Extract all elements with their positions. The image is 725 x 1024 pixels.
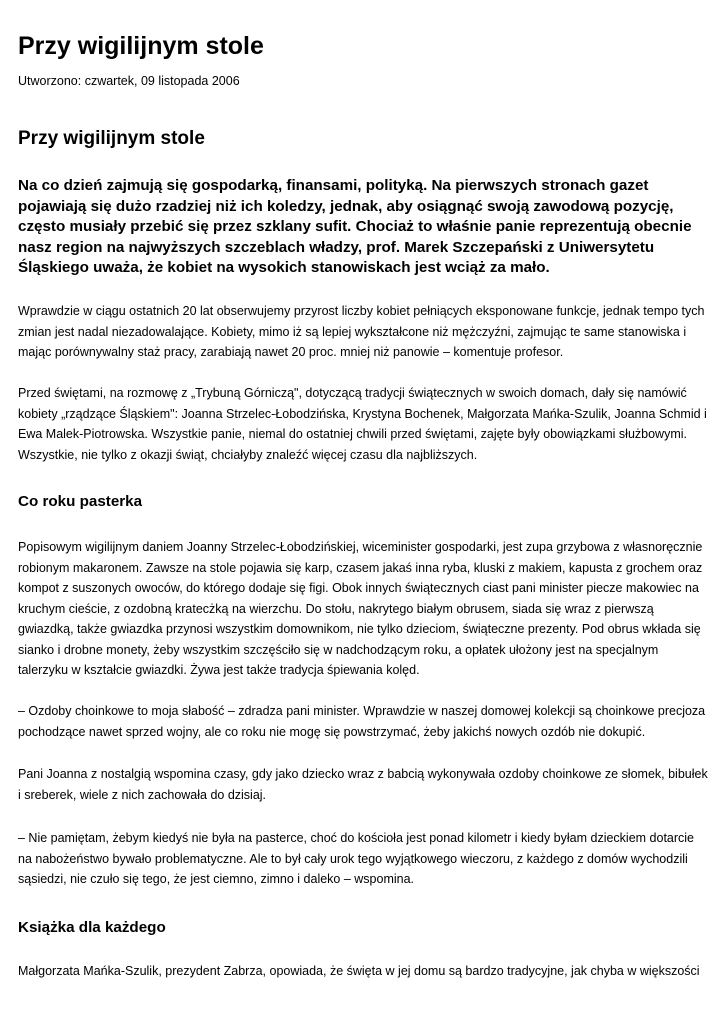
article-title: Przy wigilijnym stole bbox=[18, 128, 205, 149]
paragraph-2: Przed świętami, na rozmowę z „Trybuną Górniczą", dotyczącą tradycji świątecznych w swoich domach, dały się namówić kobiety „rządzące Śląskiem": Joanna Strzelec-Łobodzińska, Krystyna Bochenek, Małgorzata Mańka-Szulik, Joanna Schmid i Ewa Malek-Piotrowska. Wszystkie panie, niemal do ostatniej chwili przed świętami, zajęte były obowiązkami służbowymi. Wszystkie, nie tylko z okazji świąt, chciałyby znaleźć więcej czasu dla najbliższych. bbox=[18, 386, 707, 462]
document-title: Przy wigilijnym stole bbox=[18, 32, 264, 60]
section-heading-ksiazka: Książka dla każdego bbox=[18, 919, 166, 936]
created-date: Utworzono: czwartek, 09 listopada 2006 bbox=[18, 74, 240, 88]
article-lead: Na co dzień zajmują się gospodarką, finansami, polityką. Na pierwszych stronach gazet pojawiają się dużo rzadziej niż ich koledzy, jednak, aby osiągnąć swoją zawodową pozycję, często musiały przebić się przez szklany sufit. Chociaż to właśnie panie reprezentują obecnie nasz region na najwyższych szczeblach władzy, prof. Marek Szczepański z Uniwersytetu Śląskiego uważa, że kobiet na wysokich stanowiskach jest wciąż za mało. bbox=[18, 177, 692, 277]
paragraph-6: – Nie pamiętam, żebym kiedyś nie była na pasterce, choć do kościoła jest ponad kilometr i kiedy byłam dzieckiem dotarcie na nabożeństwo bywało problematyczne. Ale to był cały urok tego wyjątkowego wieczoru, z każdego z domów wychodzili sąsiedzi, nie czuło się tego, że jest ciemno, zimno i daleko – wspomina. bbox=[18, 831, 695, 886]
paragraph-1: Wprawdzie w ciągu ostatnich 20 lat obserwujemy przyrost liczby kobiet pełniących eksponowane funkcje, jednak tempo tych zmian jest nadal niezadowalające. Kobiety, mimo iż są lepiej wykształcone niż mężczyźni, zajmując te same stanowiska i mając porównywalny staż pracy, zarabiają nawet 20 proc. mniej niż panowie – komentuje profesor. bbox=[18, 304, 705, 359]
paragraph-3: Popisowym wigilijnym daniem Joanny Strzelec-Łobodzińskiej, wiceminister gospodarki, jest zupa grzybowa z własnoręcznie robionym makaronem. Zawsze na stole pojawia się karp, czasem jakaś inna ryba, kluski z makiem, kapusta z grochem oraz kompot z suszonych owoców, do którego dodaje się figi. Obok innych świątecznych ciast pani minister piecze makowiec na kruchym cieście, z ozdobną kratecżką na wierzchu. Do stołu, nakrytego białym obrusem, siada się wraz z pierwszą gwiazdką, także gwiazdka przynosi wszystkim domownikom, nie tylko dzieciom, świąteczne prezenty. Pod obrus wkłada się sianko i drobne monety, żeby wszystkim szczęściło się w nadchodzącym roku, a opłatek ułożony jest na specjalnym talerzyku w kształcie gwiazdki. Żywa jest także tradycja śpiewania kolęd. bbox=[18, 540, 703, 677]
paragraph-5: Pani Joanna z nostalgią wspomina czasy, gdy jako dziecko wraz z babcią wykonywała ozdoby choinkowe ze słomek, bibułek i sreberek, wiele z nich zachowała do dzisiaj. bbox=[18, 767, 708, 802]
section-heading-pasterka: Co roku pasterka bbox=[18, 493, 143, 510]
paragraph-7: Małgorzata Mańka-Szulik, prezydent Zabrza, opowiada, że święta w jej domu są bardzo tradycyjne, jak chyba w większości bbox=[18, 964, 700, 978]
paragraph-4: – Ozdoby choinkowe to moja słabość – zdradza pani minister. Wprawdzie w naszej domowej kolekcji są choinkowe precjoza pochodzące nawet sprzed wojny, ale co roku nie mogę się powstrzymać, żeby jakichś nowych ozdób nie dokupić. bbox=[18, 704, 706, 739]
